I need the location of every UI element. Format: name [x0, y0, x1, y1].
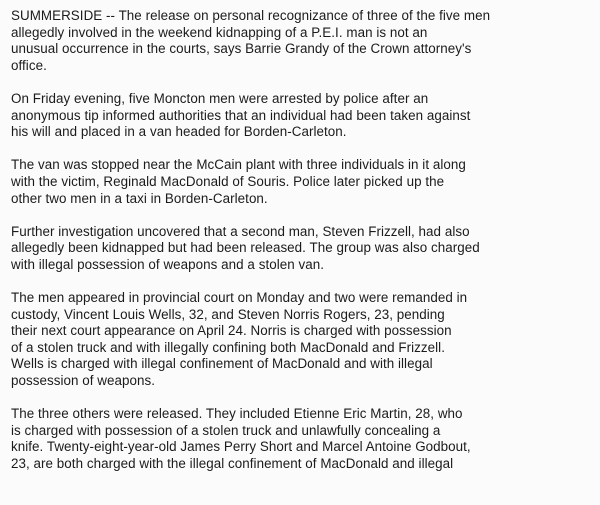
text-line: unusual occurrence in the courts, says Barrie Grandy of the Crown attorney's [11, 41, 472, 57]
text-line: The three others were released. They included Etienne Eric Martin, 28, who [11, 406, 463, 422]
text-line: anonymous tip informed authorities that an individual had been taken against [11, 107, 471, 123]
text-line: is charged with possession of a stolen truck and unlawfully concealing a [11, 422, 441, 438]
text-line: of a stolen truck and with illegally confining both MacDonald and Frizzell. [11, 339, 445, 355]
text-line: custody, Vincent Louis Wells, 32, and Steven Norris Rogers, 23, pending [11, 306, 445, 322]
text-line: Further investigation uncovered that a second man, Steven Frizzell, had also [11, 223, 470, 239]
paragraph-2 [11, 91, 596, 141]
paragraph-3 [11, 157, 596, 207]
paragraph-4 [11, 224, 596, 274]
text-line: with the victim, Reginald MacDonald of Souris. Police later picked up the [11, 173, 445, 189]
text-line: Wells is charged with illegal confinement of MacDonald and with illegal [11, 356, 433, 372]
paragraph-5 [11, 290, 596, 390]
text-line: knife. Twenty-eight-year-old James Perry Short and Marcel Antoine Godbout, [11, 439, 471, 455]
text-line: possession of weapons. [11, 373, 156, 389]
text-line: SUMMERSIDE -- The release on personal recognizance of three of the five men [11, 8, 491, 23]
text-line: other two men in a taxi in Borden-Carleton. [11, 190, 268, 206]
text-line: allegedly involved in the weekend kidnapping of a P.E.I. man is not an [11, 24, 428, 40]
text-line: The van was stopped near the McCain plant with three individuals in it along [11, 157, 466, 173]
text-line: his will and placed in a van headed for Borden-Carleton. [11, 124, 347, 140]
text-line: 23, are both charged with the illegal confinement of MacDonald and illegal [11, 456, 454, 472]
text-line: The men appeared in provincial court on Monday and two were remanded in [11, 290, 468, 306]
text-line: with illegal possession of weapons and a stolen van. [11, 256, 325, 272]
text-line: their next court appearance on April 24. Norris is charged with possession [11, 323, 452, 339]
paragraph-6 [11, 406, 596, 472]
paragraph-1 [11, 8, 596, 74]
text-line: office. [11, 57, 47, 73]
text-line: allegedly been kidnapped but had been released. The group was also charged [11, 240, 480, 256]
article-body [11, 8, 596, 489]
text-line: On Friday evening, five Moncton men were arrested by police after an [11, 90, 429, 106]
